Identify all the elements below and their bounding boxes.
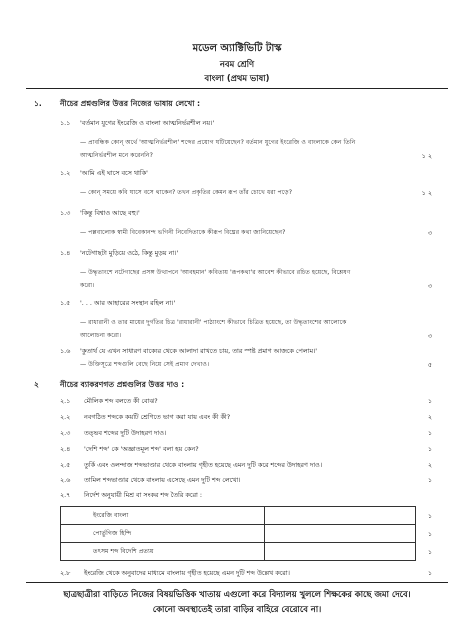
marks: ১ (427, 476, 432, 484)
subject-label: বাংলা (প্রথম ভাষা) (204, 73, 270, 83)
answer-prompt: — উক্তিসূত্রে শব্দগুলি বেছে নিয়ে সেই প্রমাণ দেখাও। (80, 361, 210, 368)
section1-heading: নীচের প্রশ্নগুলির উত্তর নিজের ভাষায় লেখো : (60, 99, 201, 108)
marks: ১ (427, 397, 432, 405)
marks: ১ (427, 445, 432, 453)
question-text: তামিল শব্দভাণ্ডার থেকে বাংলায় এসেছে এমন দুটি শব্দ লেখো। (84, 476, 241, 484)
marks: ৩ (427, 332, 432, 340)
question-number: ২.৩ (60, 429, 71, 437)
question-number: ২.১ (60, 397, 71, 405)
table-cell: তৎসম শব্দ বিদেশি প্রত্যয় (61, 543, 265, 561)
marks: ২ (427, 413, 432, 421)
footer-instruction: ছাত্রছাত্রীরা বাড়িতে নিজের বিষয়ভিত্তিক খাতায় এগুলো করে বিদ্যালয় খুললে শিক্ষকের কাছে জমা দেবে। (63, 589, 411, 599)
question-text: 'কুতার্থ যে এখন সাধারণ বাক্যের থেকে আলাদা রাখতে চায়, তার স্পষ্ট প্রমাণ আজকে পেলাম।' (80, 347, 318, 355)
question-text: '. . . আর আহারের সংস্থান রহিল না।' (80, 299, 176, 307)
table-cell: পোর্তুগিজ হিন্দি (61, 525, 265, 543)
marks: ১ (427, 548, 432, 556)
marks: ১ (427, 530, 432, 538)
question-number: ১.২ (60, 169, 71, 177)
answer-prompt-cont: আত্মনির্ভরশীল মনে করেননি? (80, 152, 153, 159)
footer-warning: কোনো অবস্থাতেই তারা বাড়ির বাহিরে বেরোবে না। (152, 604, 322, 614)
page-title: মডেল অ্যাক্টিভিটি টাস্ক (192, 43, 282, 54)
question-number: ২.৬ (60, 476, 71, 484)
marks: ১ (427, 512, 432, 520)
question-number: ২.২ (60, 413, 71, 421)
table-row (61, 507, 416, 525)
question-text: 'কিন্তু বিশ্বাও আছে বহু।' (80, 209, 140, 217)
table-cell: ইংরেজি বাংলা (61, 507, 265, 525)
question-number: ২.৭ (60, 491, 71, 499)
answer-prompt: — কোন্ সময়ে কবি ঘাসে বসে থাকেন? তখন প্রকৃতির কেমন রূপ তাঁর চোখে ধরা পড়ে? (80, 189, 292, 196)
table-row (61, 543, 416, 561)
question-text: 'দেশি শব্দ' কে 'অজ্ঞাতমূল শব্দ' বলা হয় কেন? (84, 445, 199, 453)
answer-prompt: — উদ্ধৃতাংশে নটেগাছের প্রসঙ্গ উত্থাপনে 'আবহমান' কবিতায় 'রূপকথা'র আবেশ কীভাবে রচিত হয়েছে, বিশ্লেষণ (80, 269, 351, 276)
question-text: 'বর্তমান যুগের ইংরেজি ও বাংলা আত্মনির্ভরশীল নয়।' (80, 119, 215, 127)
marks: ১ ২ (421, 189, 432, 197)
answer-cell (265, 507, 416, 525)
answer-prompt-cont: আলোচনা করো। (80, 332, 122, 339)
question-text: মৌলিক শব্দ বলতে কী বোঝ? (84, 397, 158, 405)
question-text: তুর্কি এবং ওলন্দাজ শব্দভাণ্ডার থেকে বাংলায় গৃহীত হয়েছে এমন দুটি করে শব্দের উদাহরণ দাও। (84, 461, 323, 469)
header-divider (26, 88, 448, 89)
question-number: ১.৩ (60, 209, 71, 217)
section1-number: ১. (34, 99, 42, 108)
footer-divider (26, 582, 448, 583)
marks: ৩ (427, 282, 432, 290)
marks: ২ (427, 461, 432, 469)
question-number: ২.৫ (60, 461, 71, 469)
question-number: ২.৮ (60, 569, 71, 577)
question-number: ১.৪ (60, 249, 71, 257)
answer-prompt: — প্রাবন্ধিক কোন্ অর্থে 'আত্মনির্ভরশীল' শব্দের প্রয়োগ ঘটিয়েছেন? বর্তমান যুগের ইংরেজি ও বাংলাকে কেন তিনি (80, 139, 356, 146)
question-text: তত্ভব শব্দের দুটি উদাহরণ দাও। (84, 429, 167, 437)
answer-prompt: — রাধারানী ও তার মায়ের দুর্গতির চিত্র 'রাধারানী' পাঠ্যাংশে কীভাবে চিত্রিত হয়েছে, তা উদ্ধৃতাংশের আলোকে (80, 319, 347, 326)
question-number: ১.১ (60, 119, 71, 127)
answer-cell (265, 525, 416, 543)
question-text: নবগঠিত শব্দকে কয়টি শ্রেণিতে ভাগ করা যায় এবং কী কী? (84, 413, 231, 421)
question-number: ১.৫ (60, 299, 71, 307)
answer-cell (265, 543, 416, 561)
marks: ৩ (427, 229, 432, 237)
marks: ১ (427, 569, 432, 577)
question-text: নির্দেশ অনুযায়ী মিশ্র বা সংকর শব্দ তৈরি করো : (84, 491, 203, 499)
marks: ৫ (427, 361, 432, 369)
question-text: 'আমি এই ঘাসে বসে থাকি' (80, 169, 148, 177)
question-number: ২.৪ (60, 445, 71, 453)
marks: ১ ২ (421, 152, 432, 160)
answer-prompt: — পল্লবালোক স্বামী বিবেকানন্দ ভগিনী নিবেদিতাকে কীরূপ বিঘ্নের কথা জানিয়েছেন? (80, 229, 286, 236)
table-row (61, 525, 416, 543)
marks: ১ (427, 429, 432, 437)
question-text: ইংরেজি থেকে অনুবাদের মাধ্যমে বাংলায় গৃহীত হয়েছে এমন দুটি শব্দ উল্লেখ করো। (84, 569, 290, 577)
mixed-word-table (60, 506, 416, 561)
answer-prompt-cont: করো। (80, 282, 95, 289)
question-number: ১.৬ (60, 347, 71, 355)
class-label: নবম শ্রেণি (219, 59, 255, 69)
section2-heading: নীচের ব্যাকরণগত প্রশ্নগুলির উত্তর দাও : (60, 380, 185, 389)
section2-number: ২ (34, 380, 39, 389)
question-text: 'নটেগাছটা মুড়িয়ে ওঠে, কিন্তু মুড়য় না।' (80, 249, 179, 257)
